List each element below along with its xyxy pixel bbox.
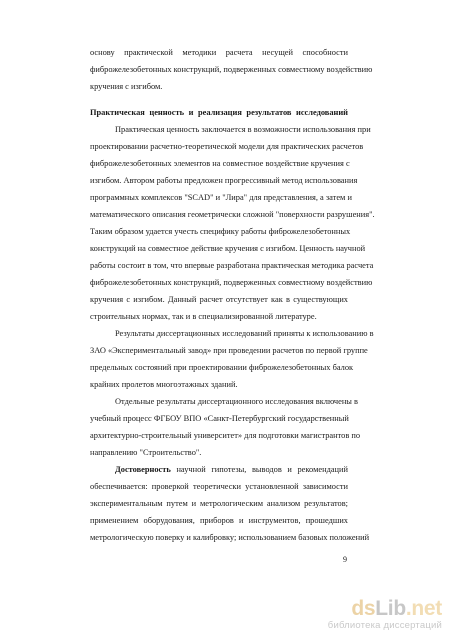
text-line: кручения с изгибом. Данный расчет отсутствует как в существующих bbox=[90, 295, 348, 304]
text-line: работы состоит в том, что впервые разработана практическая методика расчета bbox=[90, 261, 374, 270]
text-line: программных комплексов "SCAD" и "Лира" для представления, а затем и bbox=[90, 193, 352, 202]
watermark-subtitle: библиотека диссертаций bbox=[327, 620, 442, 631]
text-line: обеспечивается: проверкой теоретически установленной зависимости bbox=[90, 482, 348, 491]
dslib-watermark bbox=[328, 598, 442, 631]
section-heading: Практическая ценность и реализация результатов исследований bbox=[90, 108, 348, 117]
text-line: фиброжелезобетонных элементов на совместное воздействие кручения с bbox=[90, 159, 350, 168]
page-number: 9 bbox=[343, 555, 347, 564]
text-line: ЗАО «Экспериментальный завод» при проведении расчетов по первой группе bbox=[90, 346, 368, 355]
text-line: предельных состояний при проектировании фиброжелезобетонных балок bbox=[90, 363, 354, 372]
text-line: Результаты диссертационных исследований приняты к использованию в bbox=[115, 329, 374, 338]
text-line: конструкций на совместное действие кручения с изгибом. Ценность научной bbox=[90, 244, 366, 253]
text-line: Отдельные результаты диссертационного исследования включены в bbox=[115, 397, 358, 406]
text-line: строительных нормах, так и в специализированной литературе. bbox=[90, 312, 317, 321]
text-line: Практическая ценность заключается в возможности использования при bbox=[115, 125, 371, 134]
text-line: экспериментальным путем и метрологическим анализом результатов; bbox=[90, 499, 348, 508]
text-line: кручения с изгибом. bbox=[90, 82, 163, 91]
text-line: архитектурно-строительный университет» для подготовки магистрантов по bbox=[90, 431, 361, 440]
text-line: основу практической методики расчета несущей способности bbox=[90, 48, 348, 57]
text-line: метрологическую поверку и калибровку; использованием базовых положений bbox=[90, 533, 370, 542]
text-line: изгибом. Автором работы предложен прогрессивный метод использования bbox=[90, 176, 358, 185]
text-line: направлению "Строительство". bbox=[90, 448, 202, 457]
text-line: Достоверность научной гипотезы, выводов и рекомендаций bbox=[115, 465, 348, 474]
text-line: Таким образом удается учесть специфику работы фиброжелезобетонных bbox=[90, 227, 351, 236]
bold-term: Достоверность bbox=[115, 465, 171, 474]
text-line: учебный процесс ФГБОУ ВПО «Санкт-Петербургский государственный bbox=[90, 414, 349, 423]
dslib-logo: dsLib.net bbox=[351, 597, 442, 620]
text-line: фиброжелезобетонных конструкций, подверженных совместному воздействию bbox=[90, 278, 373, 287]
text-line: математического описания геометрически сложной "поверхности разрушения". bbox=[90, 210, 375, 219]
text-line: крайних пролетов многоэтажных зданий. bbox=[90, 380, 238, 389]
text-line: применением оборудования, приборов и инструментов, прошедших bbox=[90, 516, 348, 525]
text-line: проектировании расчетно-теоретической модели для практических расчетов bbox=[90, 142, 364, 151]
text-line: фиброжелезобетонных конструкций, подверженных совместному воздействию bbox=[90, 65, 373, 74]
